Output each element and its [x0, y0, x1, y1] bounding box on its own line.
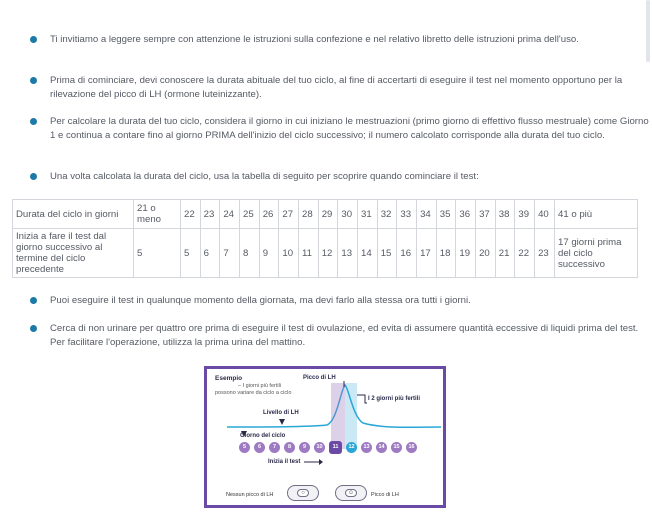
table-cell: 33: [397, 200, 417, 229]
bullet-text: Una volta calcolata la durata del ciclo, usa la tabella di seguito per scoprire quando cominciare il test:: [50, 171, 479, 182]
table-cell: 40: [535, 200, 555, 229]
cycle-day-badge: 16: [406, 442, 417, 453]
fertile-days-label: I 2 giorni più fertili: [368, 396, 421, 402]
table-cell: 23: [200, 200, 220, 229]
lh-example-diagram: [204, 366, 446, 508]
table-cell: 22: [181, 200, 201, 229]
table-cell: 10: [279, 229, 299, 278]
bullet-dot-icon: [30, 297, 37, 304]
table-cell: 12: [318, 229, 338, 278]
smiley-icon: ☺: [345, 489, 357, 497]
table-row-header: Inizia a fare il test dal giorno successivo al termine del ciclo precedente: [13, 229, 134, 278]
table-cell: 9: [259, 229, 279, 278]
cycle-day-badge: 5: [239, 442, 250, 453]
cycle-days-row: [239, 442, 439, 454]
bullet-text: Per calcolare la durata del tuo ciclo, considera il giorno in cui iniziano le mestruazioni (primo giorno di effettivo flusso mestruale) come Giorno 1 e continua a contare fino al giorno PRIMA dell'inizio del ciclo successivo; il numero calcolato corrisponde alla durata del tuo ciclo.: [50, 116, 649, 141]
cycle-day-badge: 14: [376, 442, 387, 453]
bullet-dot-icon: [30, 173, 37, 180]
scrollbar[interactable]: [646, 0, 650, 62]
table-cell: 5: [181, 229, 201, 278]
cycle-table: [12, 199, 638, 278]
table-cell: 20: [476, 229, 496, 278]
table-cell: 11: [299, 229, 319, 278]
table-row-header: Durata del ciclo in giorni: [13, 200, 134, 229]
cycle-day-badge: 9: [299, 442, 310, 453]
table-cell: 37: [476, 200, 496, 229]
test-stick-peak: [335, 485, 367, 501]
table-cell: 14: [358, 229, 378, 278]
bullet-dot-icon: [30, 325, 37, 332]
cycle-day-badge: 8: [284, 442, 295, 453]
table-row: [13, 200, 638, 229]
table-cell: 31: [358, 200, 378, 229]
cycle-day-badge: 7: [269, 442, 280, 453]
table-cell: 21 o meno: [134, 200, 181, 229]
table-cell: 18: [436, 229, 456, 278]
table-cell: 34: [417, 200, 437, 229]
table-cell: 17 giorni prima del ciclo successivo: [555, 229, 638, 278]
peak-result-label: Picco di LH: [371, 492, 399, 498]
table-cell: 27: [279, 200, 299, 229]
lh-peak-label: Picco di LH: [303, 375, 336, 381]
table-cell: 30: [338, 200, 358, 229]
table-cell: 17: [417, 229, 437, 278]
table-cell: 29: [318, 200, 338, 229]
table-row: [13, 229, 638, 278]
lh-level-label: Livello di LH: [263, 410, 299, 416]
bullet-text: Puoi eseguire il test in qualunque momento della giornata, ma devi farlo alla stessa ora tutti i giorni.: [50, 295, 471, 306]
table-cell: 38: [495, 200, 515, 229]
cycle-day-badge: 6: [254, 442, 265, 453]
bullet-text: Ti invitiamo a leggere sempre con attenzione le istruzioni sulla confezione e nel relativo libretto delle istruzioni prima dell'uso.: [50, 34, 579, 45]
table-cell: 24: [220, 200, 240, 229]
start-test-label: Inizia il test: [268, 459, 301, 465]
table-cell: 21: [495, 229, 515, 278]
table-cell: 41 o più: [555, 200, 638, 229]
cycle-day-badge: 15: [391, 442, 402, 453]
example-note: – I giorni più fertili possono variare da ciclo a ciclo: [215, 383, 292, 396]
bullet-dot-icon: [30, 118, 37, 125]
example-title: Esempio: [215, 375, 243, 382]
bullet-text: Prima di cominciare, devi conoscere la durata abituale del tuo ciclo, al fine di accertarti di eseguire il test nel momento opportuno per la rilevazione del picco di LH (ormone luteinizzante).: [50, 75, 623, 100]
table-cell: 26: [259, 200, 279, 229]
cycle-day-badge-fertile: 12: [346, 442, 357, 453]
cycle-day-badge-peak: 11: [329, 441, 342, 454]
cycle-day-label: Giorno del ciclo: [240, 433, 286, 439]
table-cell: 19: [456, 229, 476, 278]
cycle-day-badge: 10: [314, 442, 325, 453]
table-cell: 39: [515, 200, 535, 229]
table-cell: 22: [515, 229, 535, 278]
table-cell: 25: [240, 200, 260, 229]
bullet-text: Cerca di non urinare per quattro ore prima di eseguire il test di ovulazione, ed evita di assumere quantità eccessive di liquidi prima del test. Per facilitare l'operazione, utilizza la prima urina del mattino.: [50, 323, 639, 348]
table-cell: 28: [299, 200, 319, 229]
table-cell: 23: [535, 229, 555, 278]
table-cell: 13: [338, 229, 358, 278]
table-cell: 6: [200, 229, 220, 278]
test-stick-no-peak: [287, 485, 319, 501]
bullet-dot-icon: [30, 36, 37, 43]
cycle-day-badge: 13: [361, 442, 372, 453]
table-cell: 5: [134, 229, 181, 278]
table-cell: 35: [436, 200, 456, 229]
table-cell: 32: [377, 200, 397, 229]
bullet-dot-icon: [30, 77, 37, 84]
table-cell: 15: [377, 229, 397, 278]
table-cell: 16: [397, 229, 417, 278]
table-cell: 7: [220, 229, 240, 278]
circle-icon: ○: [297, 489, 309, 497]
no-peak-label: Nessun picco di LH: [226, 492, 274, 498]
table-cell: 36: [456, 200, 476, 229]
table-cell: 8: [240, 229, 260, 278]
